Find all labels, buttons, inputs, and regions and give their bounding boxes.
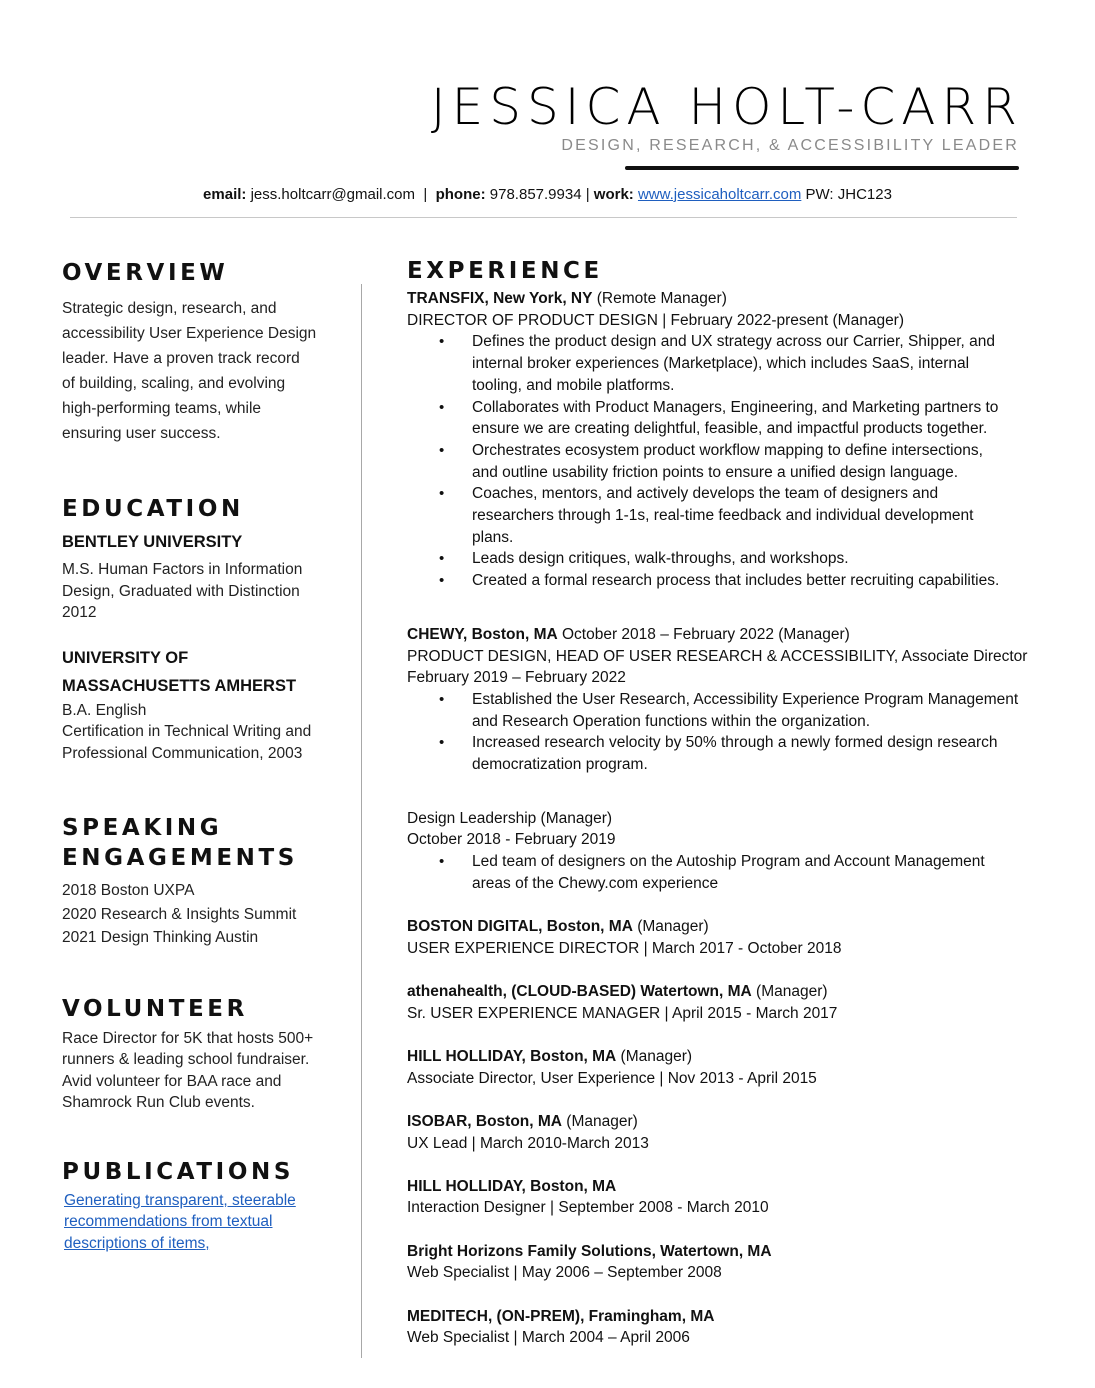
job-entry [407, 1241, 1037, 1284]
job-entry [407, 1176, 1037, 1219]
bullet-item: • Leads design critiques, walk-throughs, and workshops. [407, 548, 1037, 570]
job-role: Associate Director, User Experience | Nov 2013 - April 2015 [407, 1069, 817, 1087]
phone-value: 978.857.9934 | [489, 186, 590, 203]
email-value: jess.holtcarr@gmail.com [250, 186, 416, 203]
job-company: HILL HOLLIDAY, Boston, MA [407, 1177, 617, 1195]
overview-heading: OVERVIEW [62, 260, 229, 286]
speaking-item: 2021 Design Thinking Austin [62, 929, 259, 946]
job-company-line [407, 1111, 1037, 1133]
volunteer-line: Avid volunteer for BAA race and [62, 1072, 282, 1090]
job-role: DIRECTOR OF PRODUCT DESIGN | February 2022-present (Manager) [407, 311, 905, 329]
job-company: HILL HOLLIDAY, Boston, MA [407, 1047, 617, 1065]
degree-detail: M.S. Human Factors in Information [62, 561, 303, 578]
job-note: (Manager) [632, 918, 709, 936]
overview-section [62, 258, 352, 446]
job-note: (Manager) [616, 1047, 693, 1065]
degree-detail: Certification in Technical Writing and [62, 723, 312, 740]
job-company-line [407, 624, 1037, 646]
degree-detail: B.A. English [62, 701, 147, 719]
job-company: Bright Horizons Family Solutions, Watertown, MA [407, 1242, 772, 1260]
right-column [407, 256, 1037, 1349]
volunteer-heading: VOLUNTEER [62, 995, 248, 1022]
work-label: work: [593, 186, 634, 203]
job-note: (Remote Manager) [592, 290, 727, 307]
job-bullets [407, 331, 1037, 591]
job-company-line [407, 288, 1037, 310]
candidate-name: JESSICA HOLT-CARR [430, 78, 1023, 136]
bullet-item: • Collaborates with Product Managers, Engineering, and Marketing partners to ensure we are creating delightful, feasible, and impactful products together. [407, 397, 1037, 440]
speaking-item: 2018 Boston UXPA [62, 882, 195, 899]
volunteer-line: runners & leading school fundraiser. [62, 1051, 310, 1068]
school-name: MASSACHUSETTS AMHERST [62, 676, 297, 695]
tagline-underline [625, 166, 1019, 170]
column-divider [361, 284, 362, 1358]
header-divider [70, 217, 1017, 218]
job-note: October 2018 – February 2022 (Manager) [557, 625, 850, 643]
job-entry [407, 1306, 1037, 1349]
portfolio-password: PW: JHC123 [805, 186, 892, 203]
speaking-item: 2020 Research & Insights Summit [62, 905, 297, 923]
job-dates: October 2018 - February 2019 [407, 831, 616, 849]
job-company-line [407, 1306, 1037, 1328]
job-entry [407, 981, 1037, 1024]
job-chewy [407, 624, 1037, 776]
overview-line: high-performing teams, while [62, 400, 262, 417]
bullet-item: • Increased research velocity by 50% through a newly formed design research democratization program. [407, 732, 1037, 775]
job-company-line [407, 981, 1037, 1003]
job-role: Web Specialist | March 2004 – April 2006 [407, 1329, 690, 1347]
speaking-heading: ENGAGEMENTS [62, 845, 298, 871]
school-name: UNIVERSITY OF [62, 648, 189, 667]
job-company: ISOBAR, Boston, MA [407, 1112, 562, 1130]
job-role: Web Specialist | May 2006 – September 2008 [407, 1264, 722, 1282]
job-company: CHEWY, Boston, MA [407, 625, 558, 643]
publication-link-line[interactable]: descriptions of items, [64, 1234, 210, 1252]
publications-heading: PUBLICATIONS [62, 1158, 294, 1185]
volunteer-line: Shamrock Run Club events. [62, 1094, 255, 1111]
contact-line [0, 186, 1095, 203]
publication-link[interactable] [62, 1190, 352, 1255]
volunteer-line: Race Director for 5K that hosts 500+ [62, 1029, 314, 1047]
candidate-tagline: DESIGN, RESEARCH, & ACCESSIBILITY LEADER [561, 137, 1019, 154]
overview-line: leader. Have a proven track record [62, 350, 300, 367]
education-heading: EDUCATION [62, 496, 244, 522]
job-company-line [407, 916, 1037, 938]
phone-label: phone: [435, 186, 486, 203]
job-dates: February 2019 – February 2022 [407, 669, 626, 687]
education-section [62, 494, 352, 764]
overview-line: Strategic design, research, and [62, 300, 277, 317]
email-label: email: [203, 186, 247, 203]
bullet-item: • Coaches, mentors, and actively develops the team of designers and researchers through 1-1s, real-time feedback and individual development plans. [407, 483, 1037, 548]
job-transfix [407, 288, 1037, 592]
job-company-line [407, 1046, 1037, 1068]
publication-link-line[interactable]: recommendations from textual [64, 1213, 273, 1230]
job-note: (Manager) [562, 1112, 638, 1130]
overview-line: of building, scaling, and evolving [62, 375, 286, 392]
portfolio-link[interactable]: www.jessicaholtcarr.com [637, 186, 802, 203]
left-column [62, 258, 352, 1254]
job-entry [407, 1111, 1037, 1154]
school-name: BENTLEY UNIVERSITY [62, 533, 243, 551]
job-company-line [407, 1176, 1037, 1198]
degree-detail: Design, Graduated with Distinction [62, 582, 300, 600]
bullet-item: • Established the User Research, Accessibility Experience Program Management and Research Operation functions within the organization. [407, 689, 1037, 732]
job-note: (Manager) [751, 982, 828, 1000]
bullet-item: • Defines the product design and UX strategy across our Carrier, Shipper, and internal broker experiences (Marketplace), which includes SaaS, internal tooling, and mobile platforms. [407, 331, 1037, 396]
job-chewy-leadership [407, 808, 1037, 895]
bullet-item: • Orchestrates ecosystem product workflow mapping to define intersections, and outline usability friction points to ensure a unified design language. [407, 440, 1037, 483]
publications-section [62, 1157, 352, 1255]
bullet-item: • Led team of designers on the Autoship Program and Account Management areas of the Chewy.com experience [407, 851, 1037, 894]
volunteer-section [62, 994, 352, 1114]
job-entry [407, 1046, 1037, 1089]
job-bullets [407, 851, 1037, 894]
job-role: UX Lead | March 2010-March 2013 [407, 1134, 649, 1152]
job-role: Design Leadership (Manager) [407, 809, 613, 827]
overview-line: ensuring user success. [62, 425, 221, 442]
job-company: athenahealth, (CLOUD-BASED) Watertown, MA [407, 982, 752, 1000]
job-role: Sr. USER EXPERIENCE MANAGER | April 2015 - March 2017 [407, 1004, 838, 1022]
job-entry [407, 916, 1037, 959]
degree-detail: 2012 [62, 604, 97, 621]
job-role: PRODUCT DESIGN, HEAD OF USER RESEARCH & ACCESSIBILITY, Associate Director [407, 647, 1028, 665]
job-bullets [407, 689, 1037, 776]
bullet-item: • Created a formal research process that includes better recruiting capabilities. [407, 570, 1037, 592]
publication-link-line[interactable]: Generating transparent, steerable [64, 1191, 296, 1209]
degree-detail: Professional Communication, 2003 [62, 744, 303, 762]
contact-separator: | [423, 186, 428, 203]
job-company: BOSTON DIGITAL, Boston, MA [407, 918, 633, 936]
job-role: Interaction Designer | September 2008 - March 2010 [407, 1199, 769, 1217]
speaking-section [62, 813, 352, 950]
job-company: MEDITECH, (ON-PREM), Framingham, MA [407, 1307, 715, 1325]
job-company: TRANSFIX, New York, NY [407, 290, 593, 307]
overview-line: accessibility User Experience Design [62, 325, 317, 342]
speaking-heading: SPEAKING [62, 815, 223, 841]
experience-heading: EXPERIENCE [407, 258, 603, 284]
job-company-line [407, 1241, 1037, 1263]
job-role: USER EXPERIENCE DIRECTOR | March 2017 - October 2018 [407, 939, 842, 957]
